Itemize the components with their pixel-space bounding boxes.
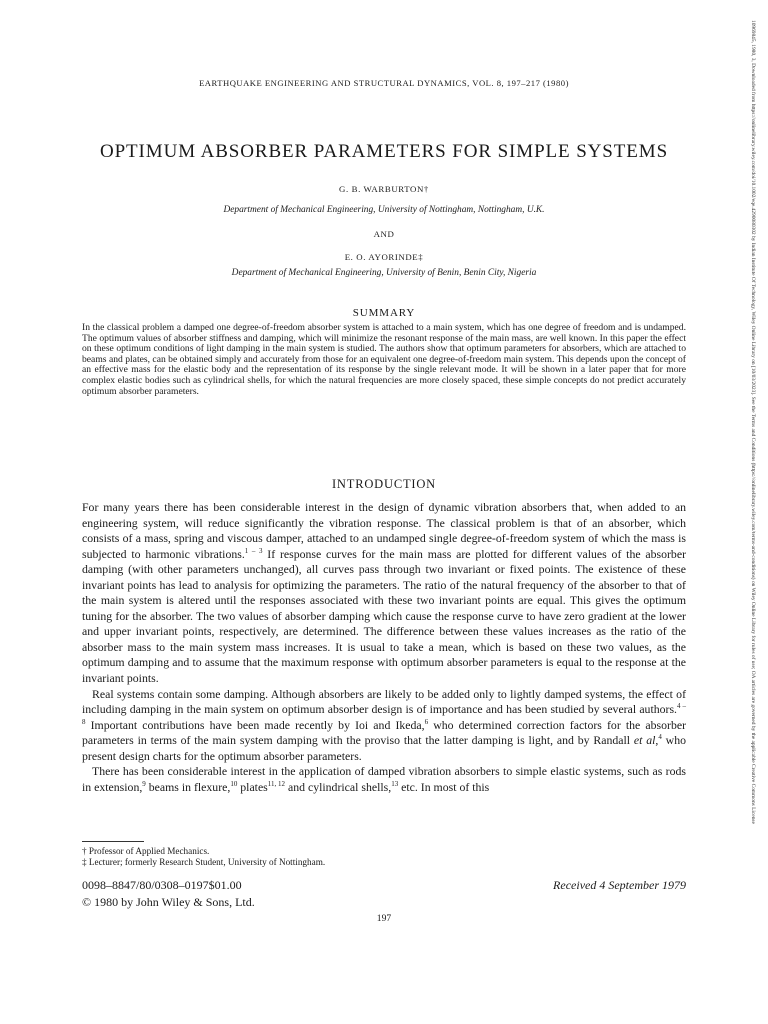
citation: 13 [391, 779, 399, 788]
footnote-2: ‡ Lecturer; formerly Research Student, University of Nottingham. [82, 857, 326, 867]
text-run: , [655, 733, 659, 748]
introduction-body [82, 500, 686, 795]
citation: 6 [424, 717, 429, 726]
summary-heading: SUMMARY [352, 307, 416, 319]
text-run: If response curves for the main mass are plotted for different values of the absorber damping (with other parameters unchanged), all curves pass through two invariant or fixed points. The existence of these invariant points has lead to analysis for optimizing the parameters. The ratio of the natural frequency of the absorber to that of the main system is altered until the responses associated with these two invariant points are equal. This gives the optimum tuning for the absorber. The two values of absorber damping which cause the response curve to have zero gradient at the lower and upper invariant points, respectively, are determined. The difference between these values increases as the ratio of the absorber mass to the main system mass increases. It is usual to take a mean, which is based on these two values, as the optimum damping and to assume that the maximum response with optimum absorber parameters is equal to the response at the invariant points. [82, 546, 686, 686]
text-run: and cylindrical shells, [285, 779, 392, 794]
introduction-heading: INTRODUCTION [331, 477, 437, 491]
download-sidebar-text: 10969845, 1980, 3, Downloaded from https://onlinelibrary.wiley.com/doi/10.1002/eqe.4290080302 by Indian Institute Of Technology, Wiley Online Library on [10/03/2023]. See the Terms and Conditions (https://onlinelibrary.wiley.com/terms-and-conditions) on Wiley Online Library for rules of use; OA articles are governed by the applicable Creative Commons License [750, 20, 756, 824]
citation: 11, 12 [267, 779, 286, 788]
footnote-rule [82, 841, 144, 842]
text-run: who present design charts for the optimum absorber parameters. [82, 733, 687, 763]
paper-title: OPTIMUM ABSORBER PARAMETERS FOR SIMPLE SYSTEMS [99, 141, 669, 162]
text-run: For many years there has been considerable interest in the design of dynamic vibration absorbers that, when added to an engineering system, will reduce significantly the vibration response. The classical problem is that of an absorber, which consists of a mass, spring and viscous damper, attached to an undamped single degree-of-freedom system of which the mass is subjected to harmonic vibrations. [82, 500, 686, 561]
citation: 9 [142, 779, 146, 788]
page-number: 197 [376, 913, 392, 924]
text-run: Real systems contain some damping. Although absorbers are likely to be added only to lightly damped systems, the effect of including damping in the main system on optimum absorber design is of importance and has been studied by several authors. [82, 686, 686, 717]
copyright-notice: © 1980 by John Wiley & Sons, Ltd. [82, 895, 255, 909]
paragraph-1 [82, 500, 686, 687]
text-run: beams in flexure, [145, 779, 231, 794]
text-run: plates [237, 779, 268, 794]
footnote-1: † Professor of Applied Mechanics. [82, 846, 210, 856]
text-run: Important contributions have been made recently by Ioi and Ikeda, [85, 717, 425, 732]
citation: 4 – 8 [82, 702, 686, 726]
citation: 4 [658, 733, 662, 742]
author-2-affiliation: Department of Mechanical Engineering, University of Benin, Benin City, Nigeria [231, 268, 537, 278]
download-sidebar [746, 20, 756, 1000]
received-date: Received 4 September 1979 [553, 878, 686, 892]
summary-text: In the classical problem a damped one degree-of-freedom absorber system is attached to a main system, which has one degree of freedom and is undamped. The optimum values of absorber stiffness and damping, which will minimize the resonant response of the main mass, are well known. In this paper the effect on these optimum conditions of light damping in the main system is studied. The authors show that optimum parameters for absorbers, which are attached to beams and plates, can be obtained simply and accurately from those for an equivalent one degree-of-freedom main system. This depends upon the concept of an effective mass for the elastic body and the representation of its response by the single relevant mode. It will be shown in a later paper that for more complex elastic bodies such as cylindrical shells, for which the natural frequencies are more closely spaced, these simple concepts do not predict accurately optimum absorber parameters. [82, 322, 686, 397]
author-1-name: G. B. WARBURTON† [339, 184, 429, 194]
author-2-name: E. O. AYORINDE‡ [344, 252, 424, 262]
journal-header: EARTHQUAKE ENGINEERING AND STRUCTURAL DYNAMICS, VOL. 8, 197–217 (1980) [199, 78, 569, 88]
text-run: There has been considerable interest in the application of damped vibration absorbers to simple elastic systems, such as rods in extension, [82, 764, 686, 794]
issn-code: 0098–8847/80/0308–0197$01.00 [82, 878, 242, 892]
paragraph-2 [82, 687, 686, 765]
text-run-italic: et al [633, 733, 656, 748]
citation: 10 [230, 779, 238, 788]
text-run: who determined correction factors for the absorber parameters in terms of the main system damping with the proviso that the latter damping is light, and by Randall [82, 717, 687, 748]
paragraph-3 [82, 764, 686, 795]
citation: 1 – 3 [244, 546, 263, 555]
and-separator: AND [373, 229, 395, 239]
text-run: etc. In most of this [398, 779, 490, 794]
author-1-affiliation: Department of Mechanical Engineering, University of Nottingham, Nottingham, U.K. [223, 205, 545, 215]
